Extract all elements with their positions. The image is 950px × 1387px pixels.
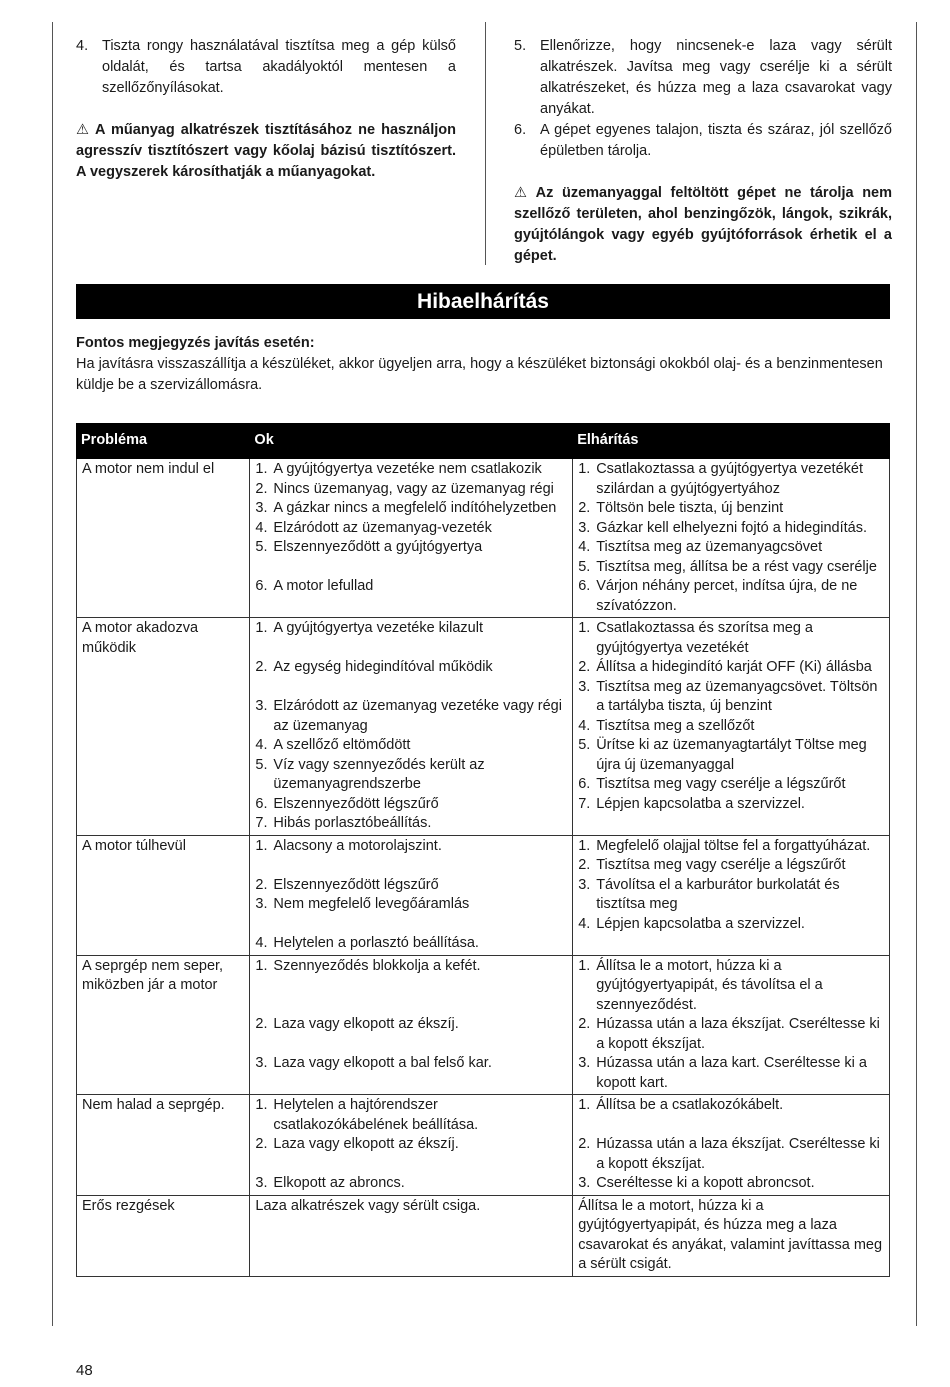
list-number: 3.	[255, 896, 268, 912]
table-row	[77, 1195, 890, 1276]
warning-icon: ⚠	[76, 122, 92, 138]
list-text: Tisztítsa meg, állítsa be a rést vagy cserélje	[596, 558, 877, 575]
remedy-item	[578, 558, 885, 578]
list-number: 3.	[255, 500, 268, 516]
list-text: Állítsa be a csatlakozókábelt.	[596, 1097, 784, 1113]
cause-item	[255, 460, 568, 480]
cause-item	[255, 957, 568, 977]
cause-cell	[250, 955, 573, 1095]
list-text: Helytelen a hajtórendszer csatlakozókábelének beállítása.	[273, 1097, 479, 1133]
list-text: Elzáródott az üzemanyag vezetéke vagy régi az üzemanyag	[273, 698, 562, 734]
remedy-cell	[573, 459, 890, 618]
section-title: Hibaelhárítás	[76, 284, 890, 319]
right-margin-rule	[916, 22, 917, 1326]
list-number: 4.	[255, 737, 268, 753]
list-number: 1.	[578, 957, 591, 974]
list-text: Csatlakoztassa és szorítsa meg a gyújtógyertya vezetékét	[596, 620, 813, 656]
cause-item	[255, 1135, 568, 1155]
header-cause: Ok	[250, 424, 573, 459]
cause-item	[255, 837, 568, 857]
list-text: Alacsony a motorolajszint.	[273, 837, 442, 854]
list-number: 1.	[578, 620, 591, 636]
spacer	[255, 915, 568, 935]
list-text: Nincs üzemanyag, vagy az üzemanyag régi	[273, 480, 554, 497]
remedy-item	[578, 876, 885, 915]
list-number: 2.	[255, 1016, 268, 1032]
list-number: 5.	[578, 558, 591, 575]
header-problem: Probléma	[77, 424, 250, 459]
remedy-item	[578, 837, 885, 857]
cause-item	[255, 619, 568, 639]
list-number: 6.	[578, 776, 591, 792]
remedy-cell	[573, 1195, 890, 1276]
plastic-cleaning-warning	[76, 120, 456, 183]
list-text: Állítsa le a motort, húzza ki a gyújtógyertyapipát, és távolítsa el a szennyeződést.	[596, 957, 823, 1013]
list-text: Nem megfelelő levegőáramlás	[273, 896, 470, 912]
list-text: Elszennyeződött a gyújtógyertya	[273, 539, 483, 555]
list-number: 2.	[255, 1136, 268, 1152]
cause-item	[255, 876, 568, 896]
list-text: Szennyeződés blokkolja a kefét.	[273, 957, 481, 974]
remedy-item	[578, 619, 885, 658]
remedy-item	[578, 717, 885, 737]
list-text: Elszennyeződött légszűrő	[273, 795, 439, 812]
list-number: 1.	[255, 837, 268, 854]
list-text: Tisztítsa meg a szellőzőt	[596, 717, 755, 734]
spacer	[255, 1035, 568, 1055]
item-number: 5.	[514, 38, 527, 54]
note-title: Fontos megjegyzés javítás esetén:	[76, 335, 315, 351]
list-text: A gyújtógyertya vezetéke kilazult	[273, 620, 483, 636]
list-number: 4.	[255, 935, 268, 951]
cause-item	[255, 697, 568, 736]
list-text: Laza vagy elkopott a bal felső kar.	[273, 1055, 492, 1071]
list-text: Húzassa után a laza kart. Cseréltesse ki a kopott kart.	[596, 1055, 867, 1091]
remedy-cell	[573, 955, 890, 1095]
note-text: Ha javításra visszaszállítja a készüléket, akkor ügyeljen arra, hogy a készüléket biztonsági okokból olaj- és a benzinmentesen küldje be a szervizállomásra.	[76, 356, 883, 393]
list-number: 2.	[578, 500, 591, 516]
list-text: Elkopott az abroncs.	[273, 1175, 405, 1191]
list-text: Cseréltesse ki a kopott abroncsot.	[596, 1175, 815, 1191]
spacer	[255, 976, 568, 996]
cause-item	[255, 1015, 568, 1035]
cause-cell	[250, 835, 573, 955]
list-text: Lépjen kapcsolatba a szervizzel.	[596, 915, 805, 932]
cause-item	[255, 814, 568, 834]
list-number: 2.	[578, 659, 591, 675]
list-text: Távolítsa el a karburátor burkolatát és tisztítsa meg	[596, 876, 840, 912]
remedy-cell	[573, 1095, 890, 1196]
item-text: A gépet egyenes talajon, tiszta és száraz, jól szellőző épületben tárolja.	[540, 122, 892, 159]
troubleshooting-table	[76, 423, 890, 1277]
list-number: 4.	[578, 717, 591, 734]
problem-cell: A seprgép nem seper, miközben jár a motor	[77, 955, 250, 1095]
list-number: 1.	[255, 957, 268, 974]
list-number: 3.	[578, 678, 591, 695]
list-text: Állítsa le a motort, húzza ki a gyújtógyertyapipát, és húzza meg a laza csavarokat és anyákat, valamint javíttassa meg a sérült csigát.	[578, 1197, 883, 1272]
cause-item	[255, 895, 568, 915]
list-number: 1.	[578, 461, 591, 477]
list-text: Töltsön bele tiszta, új benzint	[596, 500, 784, 516]
remedy-item	[578, 736, 885, 775]
table-row	[77, 618, 890, 836]
maintenance-item-5	[514, 36, 892, 120]
table-row	[77, 459, 890, 618]
cause-cell	[250, 1195, 573, 1276]
list-text: Megfelelő olajjal töltse fel a forgattyúházat.	[596, 837, 871, 854]
item-number: 4.	[76, 38, 89, 54]
item-number: 6.	[514, 122, 527, 138]
list-text: Várjon néhány percet, indítsa újra, de ne szívatózzon.	[596, 578, 858, 614]
problem-cell: A motor akadozva működik	[77, 618, 250, 836]
item-text: Tiszta rongy használatával tisztítsa meg a gép külső oldalát, és tartsa akadályoktól mentesen a szellőzőnyílásokat.	[102, 38, 456, 96]
cause-item	[255, 480, 568, 500]
list-text: Elszennyeződött légszűrő	[273, 876, 439, 893]
spacer	[255, 1155, 568, 1175]
list-number: 5.	[255, 756, 268, 773]
cause-cell	[250, 1095, 573, 1196]
list-number: 3.	[578, 876, 591, 893]
cause-item	[255, 795, 568, 815]
spacer	[255, 996, 568, 1016]
problem-cell: Nem halad a seprgép.	[77, 1095, 250, 1196]
cause-item	[255, 1197, 568, 1217]
cause-item	[255, 934, 568, 954]
remedy-item	[578, 577, 885, 616]
maintenance-item-6	[514, 120, 892, 162]
list-text: Laza vagy elkopott az ékszíj.	[273, 1136, 459, 1152]
remedy-item	[578, 915, 885, 935]
remedy-item	[578, 795, 885, 815]
repair-note	[76, 333, 892, 396]
problem-cell: A motor nem indul el	[77, 459, 250, 618]
list-text: Tisztítsa meg vagy cserélje a légszűrőt	[596, 857, 846, 873]
cause-cell	[250, 459, 573, 618]
problem-cell: A motor túlhevül	[77, 835, 250, 955]
spacer	[578, 1116, 885, 1136]
list-text: Állítsa a hidegindító karját OFF (Ki) állásba	[596, 659, 872, 675]
warning-text: A műanyag alkatrészek tisztításához ne használjon agresszív tisztítószert vagy kőolaj bázisú tisztítószert. A vegyszerek károsíthatják a műanyagokat.	[76, 122, 457, 180]
list-text: Tisztítsa meg az üzemanyagcsövet	[596, 539, 823, 555]
cause-item	[255, 538, 568, 558]
warning-icon: ⚠	[514, 185, 532, 201]
cause-item	[255, 756, 568, 795]
list-text: Víz vagy szennyeződés került az üzemanyagrendszerbe	[273, 756, 485, 792]
remedy-item	[578, 856, 885, 876]
list-text: Elzáródott az üzemanyag-vezeték	[273, 519, 492, 536]
list-number: 6.	[255, 578, 268, 594]
list-number: 5.	[255, 539, 268, 555]
list-number: 4.	[578, 915, 591, 932]
remedy-item	[578, 1015, 885, 1054]
list-number: 1.	[578, 1097, 591, 1113]
list-text: A motor lefullad	[273, 578, 374, 594]
list-number: 1.	[255, 461, 268, 477]
cause-item	[255, 1096, 568, 1135]
list-number: 6.	[578, 578, 591, 594]
list-text: A gázkar nincs a megfelelő indítóhelyzetben	[273, 500, 557, 516]
list-number: 6.	[255, 795, 268, 812]
list-number: 1.	[255, 1097, 268, 1113]
table-row	[77, 835, 890, 955]
list-number: 3.	[255, 1175, 268, 1191]
list-text: Húzassa után a laza ékszíjat. Cseréltesse ki a kopott ékszíjat.	[596, 1136, 880, 1172]
cause-item	[255, 499, 568, 519]
cause-item	[255, 1174, 568, 1194]
page-number: 48	[76, 1362, 93, 1379]
column-divider-rule	[485, 22, 486, 265]
maintenance-item-4	[76, 36, 456, 99]
list-number: 2.	[255, 659, 268, 675]
cause-item	[255, 658, 568, 678]
list-number: 1.	[255, 620, 268, 636]
list-number: 3.	[255, 1055, 268, 1071]
remedy-item	[578, 538, 885, 558]
list-text: Helytelen a porlasztó beállítása.	[273, 935, 479, 951]
list-text: Hibás porlasztóbeállítás.	[273, 815, 432, 831]
list-number: 2.	[578, 857, 591, 873]
header-remedy: Elhárítás	[573, 424, 890, 459]
remedy-item	[578, 519, 885, 539]
table-row	[77, 1095, 890, 1196]
top-left-column	[76, 36, 456, 183]
spacer	[255, 856, 568, 876]
list-text: Húzassa után a laza ékszíjat. Cseréltesse ki a kopott ékszíjat.	[596, 1016, 880, 1052]
table-body	[77, 459, 890, 1277]
remedy-item	[578, 1135, 885, 1174]
list-text: Laza alkatrészek vagy sérült csiga.	[255, 1197, 481, 1214]
table-row	[77, 955, 890, 1095]
list-number: 3.	[578, 519, 591, 536]
list-text: Laza vagy elkopott az ékszíj.	[273, 1016, 459, 1032]
cause-item	[255, 736, 568, 756]
list-text: Az egység hidegindítóval működik	[273, 659, 493, 675]
table-header-row	[77, 424, 890, 459]
remedy-item	[578, 957, 885, 1016]
left-margin-rule	[52, 22, 53, 1326]
remedy-item	[578, 1096, 885, 1116]
spacer	[255, 558, 568, 578]
remedy-item	[578, 1174, 885, 1194]
remedy-item	[578, 460, 885, 499]
list-number: 7.	[255, 815, 268, 831]
list-number: 3.	[255, 698, 268, 714]
cause-item	[255, 1054, 568, 1074]
spacer	[255, 639, 568, 659]
list-text: Lépjen kapcsolatba a szervizzel.	[596, 795, 805, 812]
cause-cell	[250, 618, 573, 836]
top-right-column	[514, 36, 892, 267]
list-text: Ürítse ki az üzemanyagtartályt Töltse meg újra új üzemanyaggal	[596, 737, 867, 773]
list-number: 2.	[578, 1136, 591, 1152]
remedy-item	[578, 658, 885, 678]
remedy-item	[578, 1197, 885, 1275]
remedy-cell	[573, 835, 890, 955]
list-number: 5.	[578, 737, 591, 753]
storage-warning	[514, 183, 892, 267]
warning-text: Az üzemanyaggal feltöltött gépet ne tárolja nem szellőző területen, ahol benzingőzök, lángok, szikrák, gyújtólángok vagy egyéb gyújtóforrások érhetik el a gépet.	[514, 185, 893, 264]
list-text: A szellőző eltömődött	[273, 737, 411, 753]
list-number: 3.	[578, 1175, 591, 1191]
remedy-item	[578, 1054, 885, 1093]
list-number: 3.	[578, 1055, 591, 1071]
remedy-cell	[573, 618, 890, 836]
item-text: Ellenőrizze, hogy nincsenek-e laza vagy sérült alkatrészek. Javítsa meg vagy cserélje ki a sérült alkatrészeket, és húzza meg a laza csavarokat vagy anyákat.	[540, 38, 892, 117]
list-text: Tisztítsa meg az üzemanyagcsövet. Töltsön a tartályba tiszta, új benzint	[596, 678, 878, 714]
remedy-item	[578, 499, 885, 519]
remedy-item	[578, 678, 885, 717]
list-text: Tisztítsa meg vagy cserélje a légszűrőt	[596, 776, 846, 792]
list-number: 2.	[255, 876, 268, 893]
list-text: Csatlakoztassa a gyújtógyertya vezetékét szilárdan a gyújtógyertyához	[596, 461, 863, 497]
list-text: A gyújtógyertya vezetéke nem csatlakozik	[273, 461, 542, 477]
list-number: 7.	[578, 795, 591, 812]
list-number: 4.	[255, 519, 268, 536]
list-number: 4.	[578, 539, 591, 555]
spacer	[255, 678, 568, 698]
cause-item	[255, 577, 568, 597]
list-text: Gázkar kell elhelyezni fojtó a hidegindítás.	[596, 519, 868, 536]
problem-cell: Erős rezgések	[77, 1195, 250, 1276]
cause-item	[255, 519, 568, 539]
list-number: 2.	[578, 1016, 591, 1032]
remedy-item	[578, 775, 885, 795]
list-number: 1.	[578, 837, 591, 854]
list-number: 2.	[255, 480, 268, 497]
